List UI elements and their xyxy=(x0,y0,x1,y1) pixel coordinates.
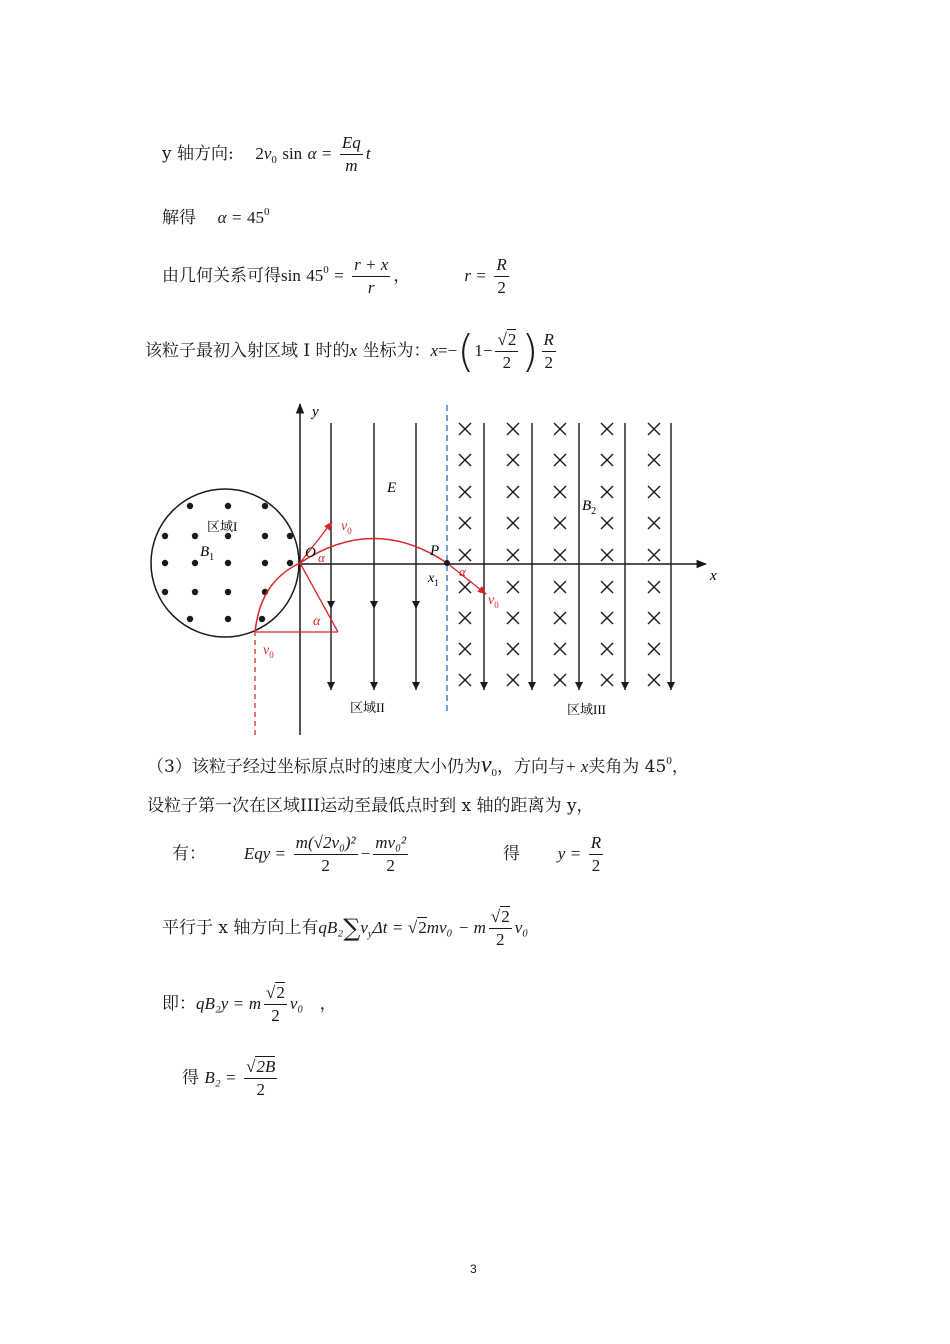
field-cross xyxy=(601,612,613,624)
region-3-label: 区域III xyxy=(567,702,606,717)
eq-alpha-result: 解得 $\alpha = 45^0$ xyxy=(162,206,270,228)
field-cross xyxy=(459,517,471,529)
field-cross xyxy=(459,643,471,655)
fraction-sqrt2-over-2-c: $\frac{√2}{2}$ xyxy=(266,983,285,1025)
eq-momentum-x: 平行于 x 轴方向上有$qB_2\sum v_y\Delta t = √2mv_0 - m$ $\frac{√2}{2}$ v₀ xyxy=(162,907,529,949)
field-cross xyxy=(554,454,566,466)
field-cross xyxy=(507,643,519,655)
field-cross xyxy=(648,643,660,655)
eq-b2-result: 得 B₂ = $\frac{√2B}{2}$ xyxy=(182,1057,276,1099)
field-dot xyxy=(192,560,198,566)
field-cross xyxy=(648,581,660,593)
field-cross xyxy=(601,581,613,593)
field-cross xyxy=(601,517,613,529)
field-dot xyxy=(287,560,293,566)
magnetic-field-in-crosses xyxy=(459,423,660,686)
field-arrowhead xyxy=(667,682,675,690)
field-cross xyxy=(601,643,613,655)
field-cross xyxy=(554,517,566,529)
field-arrowhead xyxy=(480,682,488,690)
field-cross xyxy=(507,423,519,435)
physics-figure xyxy=(140,398,740,743)
field-cross xyxy=(648,612,660,624)
v0-label-p: $v_0$ xyxy=(488,593,499,610)
field-dot xyxy=(225,503,231,509)
fraction-m-sqrt2v0-sq: $\frac{\text{m(√2v₀)²}}{2}$ xyxy=(295,833,356,875)
b2-label: $B_2$ xyxy=(582,498,597,517)
field-cross xyxy=(459,674,471,686)
field-dot xyxy=(192,589,198,595)
fraction-mv0-sq: $\frac{\text{mv₀²}}{2}$ xyxy=(375,833,407,875)
field-cross xyxy=(601,486,613,498)
v0-label-origin: $v_0$ xyxy=(341,519,352,536)
field-arrowhead xyxy=(412,601,420,609)
field-arrowhead xyxy=(412,682,420,690)
field-cross xyxy=(648,454,660,466)
field-cross xyxy=(554,581,566,593)
field-cross xyxy=(459,486,471,498)
field-dot xyxy=(225,560,231,566)
field-arrowhead xyxy=(575,682,583,690)
field-cross xyxy=(648,517,660,529)
region-2-label: 区域II xyxy=(350,700,385,715)
x1-label: $x_1$ xyxy=(428,571,439,588)
paragraph-part-3-line-2: 设粒子第一次在区域III运动至最低点时到 x 轴的距离为 y， xyxy=(147,796,594,816)
electric-field-lines xyxy=(327,423,420,690)
fraction-sqrt2-over-2-b: $\frac{√2}{2}$ xyxy=(490,907,510,949)
field-cross xyxy=(648,423,660,435)
v0-label-bottom: $v_0$ xyxy=(263,643,274,660)
field-cross xyxy=(459,423,471,435)
fraction-sqrt2b-over-2: $\frac{√2B}{2}$ xyxy=(246,1057,276,1099)
field-dot xyxy=(262,533,268,539)
field-cross xyxy=(554,674,566,686)
field-arrowhead xyxy=(327,682,335,690)
field-cross xyxy=(554,486,566,498)
field-arrowhead xyxy=(327,601,335,609)
eq-geometry: 由几何关系可得$\sin 45^0$ = $\frac{r + x}{r}$ ， r = $\frac{R}{2}$ xyxy=(162,255,507,297)
field-cross xyxy=(648,549,660,561)
field-dot xyxy=(187,503,193,509)
field-cross xyxy=(601,423,613,435)
fraction-r-over-2: $\frac{R}{2}$ xyxy=(496,255,507,297)
field-cross xyxy=(648,674,660,686)
field-cross xyxy=(507,674,519,686)
field-cross xyxy=(459,454,471,466)
field-cross xyxy=(507,581,519,593)
field-dot xyxy=(262,560,268,566)
field-cross xyxy=(459,549,471,561)
field-cross xyxy=(507,454,519,466)
eq-energy: 有： Eqy = $\frac{\text{m(√2v₀)²}}{2}$ − $\frac{\text{mv₀²}}{2}$ 得 y = $\frac{R}{2}$ xyxy=(172,833,602,875)
e-field-label: E xyxy=(387,480,397,496)
field-cross xyxy=(459,612,471,624)
field-arrowhead xyxy=(621,682,629,690)
field-dot xyxy=(162,560,168,566)
field-dot xyxy=(262,503,268,509)
paragraph-part-3: （3）该粒子经过坐标原点时的速度大小仍为$v_0$，方向与+ x夹角为 $45^0$， xyxy=(147,752,689,779)
field-cross xyxy=(554,423,566,435)
field-dot xyxy=(187,616,193,622)
field-cross xyxy=(648,486,660,498)
field-cross xyxy=(507,549,519,561)
field-cross xyxy=(507,486,519,498)
fraction-r-over-2-c: $\frac{R}{2}$ xyxy=(590,833,602,875)
field-cross xyxy=(554,643,566,655)
field-cross xyxy=(459,581,471,593)
eq-initial-x: 该粒子最初入射区域 I 时的x 坐标为：x=−(1− $\frac{√2}{2}$ ) $\frac{R}{2}$ xyxy=(145,326,554,377)
alpha-label-triangle: α xyxy=(313,614,321,629)
point-p-label: P xyxy=(430,543,440,559)
field-cross xyxy=(601,454,613,466)
origin-label: O xyxy=(305,545,316,561)
field-arrowhead xyxy=(370,682,378,690)
eq-y-direction: y 轴方向: $2v_0$ sin α = $\frac{Eq}{m}$ t xyxy=(162,133,371,175)
fraction-eq-over-m: $\frac{Eq}{m}$ xyxy=(341,133,361,175)
b1-label: $B_1$ xyxy=(200,544,215,563)
field-dot xyxy=(162,589,168,595)
y-axis-label: y xyxy=(312,404,319,420)
eq-ji: 即：qB₂y = m $\frac{√2}{2}$ v₀ ， xyxy=(162,983,337,1025)
field-cross xyxy=(507,612,519,624)
field-arrowhead xyxy=(370,601,378,609)
field-cross xyxy=(601,549,613,561)
field-arrowhead xyxy=(528,682,536,690)
field-dot xyxy=(287,533,293,539)
page-number: 3 xyxy=(470,1262,477,1276)
region-1-label: 区域I xyxy=(207,519,238,534)
fraction-r-plus-x-over-r: $\frac{r + x}{r}$ xyxy=(354,255,389,297)
field-dot xyxy=(192,533,198,539)
field-cross xyxy=(507,517,519,529)
field-dot xyxy=(225,589,231,595)
x-axis-label: x xyxy=(710,568,717,584)
field-cross xyxy=(554,612,566,624)
field-cross xyxy=(554,549,566,561)
field-dot xyxy=(162,533,168,539)
field-cross xyxy=(601,674,613,686)
point-p-dot xyxy=(444,560,450,566)
alpha-label-origin: α xyxy=(318,550,325,565)
fraction-sqrt2-over-2: $\frac{√2}{2}$ xyxy=(497,330,517,372)
alpha-label-p: α xyxy=(459,564,466,579)
field-dot xyxy=(225,616,231,622)
fraction-r-over-2-b: $\frac{R}{2}$ xyxy=(543,330,554,372)
field-dot xyxy=(259,616,265,622)
